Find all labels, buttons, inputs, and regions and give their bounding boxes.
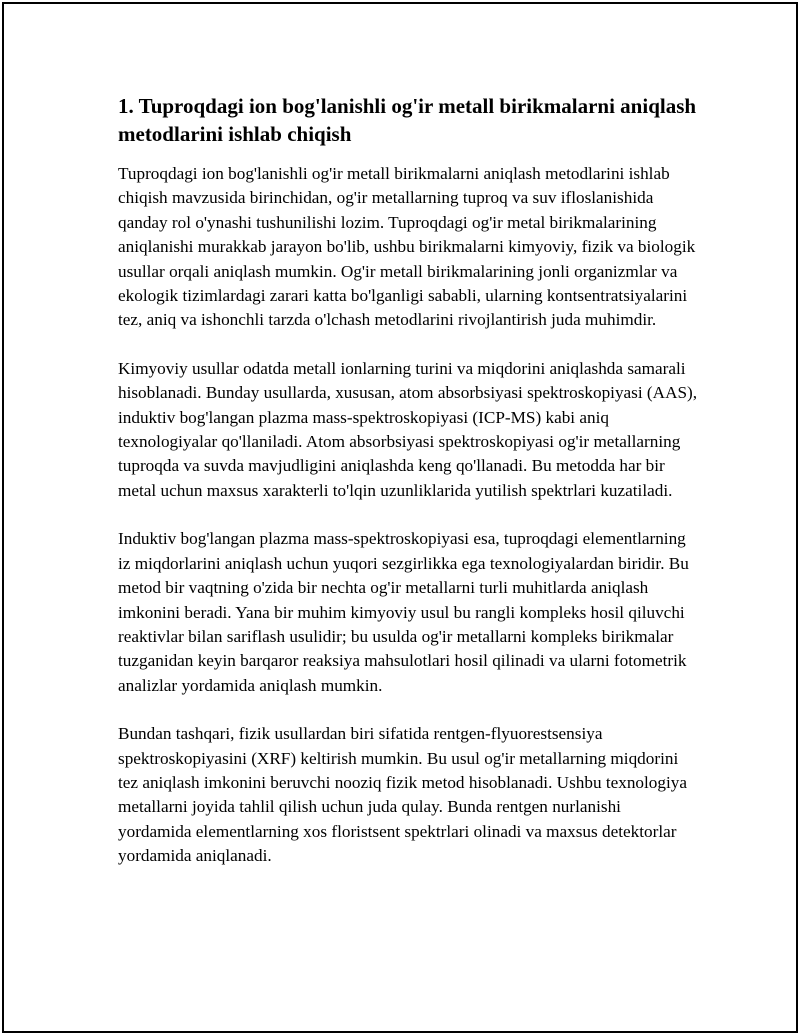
paragraph-2: Kimyoviy usullar odatda metall ionlarning turini va miqdorini aniqlashda samarali hisoblanadi. Bunday usullarda, xususan, atom absorbsiyasi spektroskopiyasi (AAS), induktiv bog'langan plazma mass-spektroskopiyasi (ICP-MS) kabi aniq texnologiyalar qo'llaniladi. Atom absorbsiyasi spektroskopiyasi og'ir metallarning tuproqda va suvda mavjudligini aniqlashda keng qo'llanadi. Bu metodda har bir metal uchun maxsus xarakterli to'lqin uzunliklarida yutilish spektrlari kuzatiladi.: [118, 358, 698, 500]
section-heading: 1. Tuproqdagi ion bog'lanishli og'ir metall birikmalarni aniqlash metodlarini ishlab chiqish: [118, 94, 697, 146]
document-body: [118, 92, 698, 869]
paragraph-1: Tuproqdagi ion bog'lanishli og'ir metall birikmalarni aniqlash metodlarini ishlab chiqish mavzusida birinchidan, og'ir metallarning tuproq va suv ifloslanishida qanday rol o'ynashi tushunilishi lozim. Tuproqdagi og'ir metal birikmalarining aniqlanishi murakkab jarayon bo'lib, ushbu birikmalarni kimyoviy, fizik va biologik usullar orqali aniqlash mumkin. Og'ir metall birikmalarining jonli organizmlar va ekologik tizimlardagi zarari katta bo'lganligi sababli, ularning kontsentratsiyalarini tez, aniq va ishonchli tarzda o'lchash metodlarini rivojlantirish juda muhimdir.: [118, 164, 696, 330]
paragraph-3: Induktiv bog'langan plazma mass-spektroskopiyasi esa, tuproqdagi elementlarning iz miqdorlarini aniqlash uchun yuqori sezgirlikka ega texnologiyalardan biridir. Bu metod bir vaqtning o'zida bir nechta og'ir metallarni turli muhitlarda aniqlash imkonini beradi. Yana bir muhim kimyoviy usul bu rangli kompleks hosil qiluvchi reaktivlar bilan sariflash usulidir; bu usulda og'ir metallarni kompleks birikmalar tuzganidan keyin barqaror reaksiya mahsulotlari hosil qilinadi va ularni fotometrik analizlar yordamida aniqlash mumkin.: [118, 529, 689, 695]
paragraph-4: Bundan tashqari, fizik usullardan biri sifatida rentgen-flyuorestsensiya spektroskopiyasini (XRF) keltirish mumkin. Bu usul og'ir metallarning miqdorini tez aniqlash imkonini beruvchi nooziq fizik metod hisoblanadi. Ushbu texnologiya metallarni joyida tahlil qilish uchun juda qulay. Bunda rentgen nurlanishi yordamida elementlarning xos floristsent spektrlari olinadi va maxsus detektorlar yordamida aniqlanadi.: [118, 724, 687, 866]
